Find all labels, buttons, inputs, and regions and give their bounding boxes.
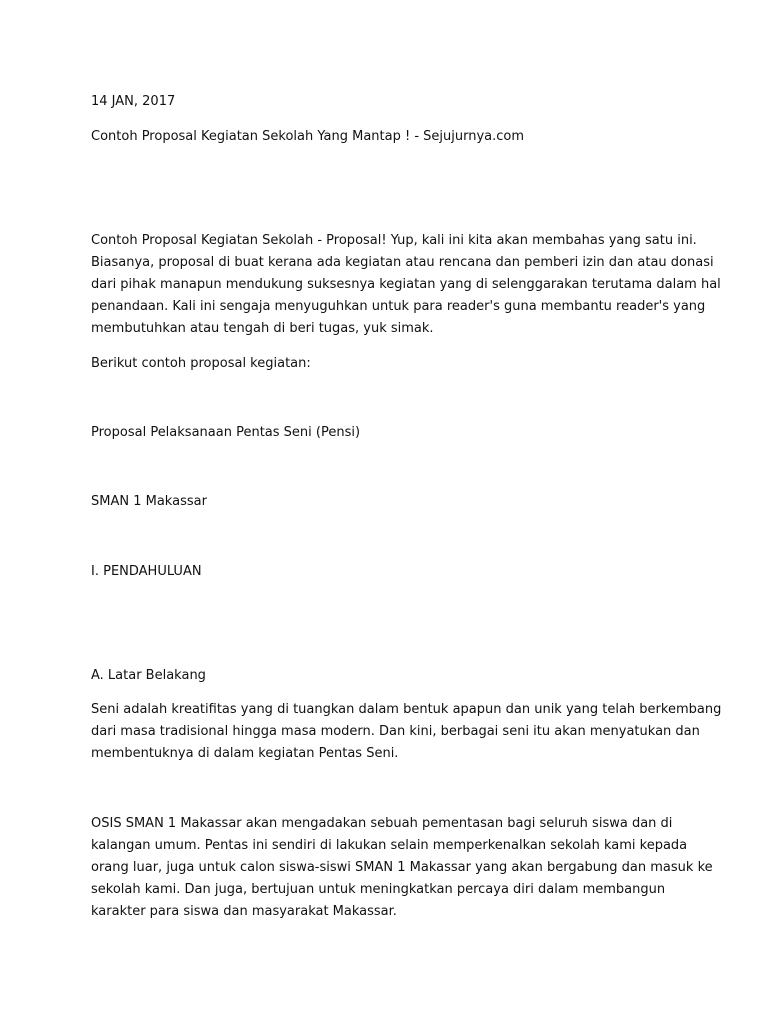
intro-line: membutuhkan atau tengah di beri tugas, yuk simak. xyxy=(91,321,434,336)
subsection-heading: A. Latar Belakang xyxy=(91,668,206,683)
intro-paragraph xyxy=(91,230,721,340)
paragraph-line: orang luar, juga untuk calon siswa-siswi SMAN 1 Makassar yang akan bergabung dan masuk ke xyxy=(91,860,713,875)
intro-line: dari pihak manapun mendukung suksesnya kegiatan yang di selenggarakan terutama dalam hal xyxy=(91,277,721,292)
paragraph-line: membentuknya di dalam kegiatan Pentas Seni. xyxy=(91,746,399,761)
background-paragraph-1 xyxy=(91,699,722,765)
paragraph-line: karakter para siswa dan masyarakat Makassar. xyxy=(91,904,397,919)
document-date: 14 JAN, 2017 xyxy=(91,94,176,109)
school-name: SMAN 1 Makassar xyxy=(91,494,207,509)
proposal-title: Proposal Pelaksanaan Pentas Seni (Pensi) xyxy=(91,425,361,440)
paragraph-line: sekolah kami. Dan juga, bertujuan untuk meningkatkan percaya diri dalam membangun xyxy=(91,882,666,897)
paragraph-line: kalangan umum. Pentas ini sendiri di lakukan selain memperkenalkan sekolah kami kepada xyxy=(91,838,688,853)
lead-in-text: Berikut contoh proposal kegiatan: xyxy=(91,356,311,371)
background-paragraph-2 xyxy=(91,813,713,923)
paragraph-line: OSIS SMAN 1 Makassar akan mengadakan sebuah pementasan bagi seluruh siswa dan di xyxy=(91,816,673,831)
paragraph-line: dari masa tradisional hingga masa modern. Dan kini, berbagai seni itu akan menyatukan dan xyxy=(91,724,700,739)
document-title: Contoh Proposal Kegiatan Sekolah Yang Mantap ! - Sejujurnya.com xyxy=(91,129,525,144)
paragraph-line: Seni adalah kreatifitas yang di tuangkan dalam bentuk apapun dan unik yang telah berkembang xyxy=(91,702,722,717)
intro-line: Biasanya, proposal di buat kerana ada kegiatan atau rencana dan pemberi izin dan atau donasi xyxy=(91,255,714,270)
section-heading: I. PENDAHULUAN xyxy=(91,564,202,579)
intro-line: penandaan. Kali ini sengaja menyuguhkan untuk para reader's guna membantu reader's yang xyxy=(91,299,706,314)
intro-line: Contoh Proposal Kegiatan Sekolah - Proposal! Yup, kali ini kita akan membahas yang satu ini. xyxy=(91,233,697,248)
